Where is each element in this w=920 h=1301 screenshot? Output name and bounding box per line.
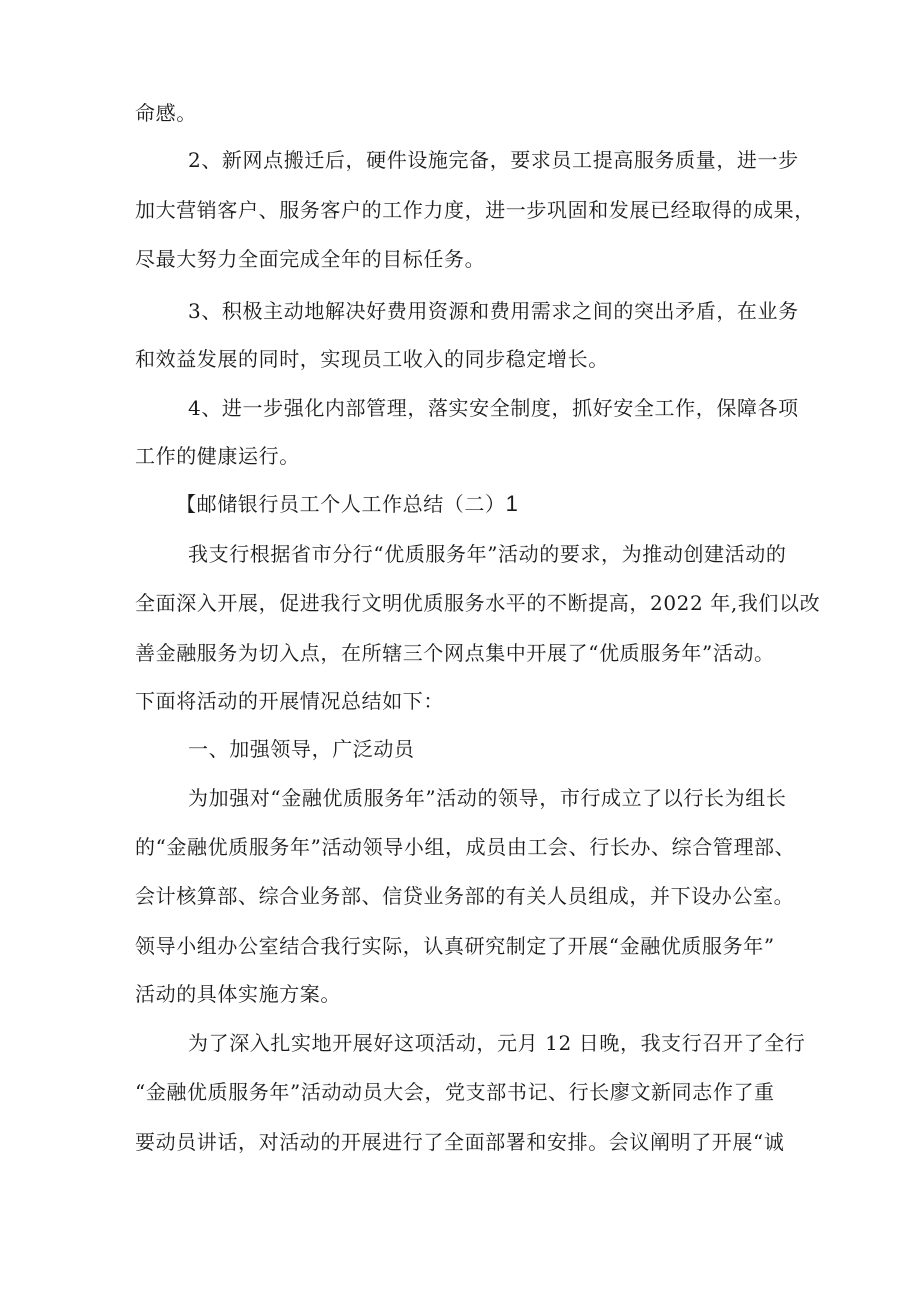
text-line: 的“金融优质服务年”活动领导小组，成员由工会、行长办、综合管理部、 <box>135 835 796 859</box>
text-line: 为了深入扎实地开展好这项活动，元月 12 日晚，我支行召开了全行 <box>188 1031 806 1055</box>
text-line: 和效益发展的同时，实现员工收入的同步稳定增长。 <box>135 347 609 371</box>
text-line: 活动的具体实施方案。 <box>135 982 341 1006</box>
text-line: 2、新网点搬迁后，硬件设施完备，要求员工提高服务质量，进一步 <box>188 148 799 172</box>
text-line: 尽最大努力全面完成全年的目标任务。 <box>135 247 486 271</box>
text-line: 下面将活动的开展情况总结如下： <box>135 689 444 713</box>
text-line: 3、积极主动地解决好费用资源和费用需求之间的突出矛盾，在业务 <box>188 299 799 323</box>
section-heading-text: 【邮储银行员工个人工作总结（二） <box>176 492 506 516</box>
text-line: 会计核算部、综合业务部、信贷业务部的有关人员组成，并下设办公室。 <box>135 884 795 908</box>
text-line: 为加强对“金融优质服务年”活动的领导，市行成立了以行长为组长 <box>188 786 787 810</box>
text-line: 要动员讲话，对活动的开展进行了全面部署和安排。会议阐明了开展“诚 <box>135 1130 785 1154</box>
text-line: 4、进一步强化内部管理，落实安全制度，抓好安全工作，保障各项 <box>188 396 799 420</box>
text-line: 善金融服务为切入点，在所辖三个网点集中开展了“优质服务年”活动。 <box>135 641 775 665</box>
section-heading-number: 1 <box>505 491 519 516</box>
text-line: 领导小组办公室结合我行实际，认真研究制定了开展“金融优质服务年” <box>135 934 775 958</box>
section-heading <box>176 491 518 517</box>
subheading: 一、加强领导，广泛动员 <box>188 737 415 761</box>
text-line: 工作的健康运行。 <box>135 444 300 468</box>
text-line: 我支行根据省市分行“优质服务年”活动的要求，为推动创建活动的 <box>188 542 787 566</box>
text-line: 加大营销客户、服务客户的工作力度，进一步巩固和发展已经取得的成果， <box>135 198 815 222</box>
text-line: 命感。 <box>135 101 197 125</box>
text-line: “金融优质服务年”活动动员大会，党支部书记、行长廖文新同志作了重 <box>135 1080 775 1104</box>
text-line: 全面深入开展，促进我行文明优质服务水平的不断提高，2022 年,我们以改 <box>135 591 821 615</box>
